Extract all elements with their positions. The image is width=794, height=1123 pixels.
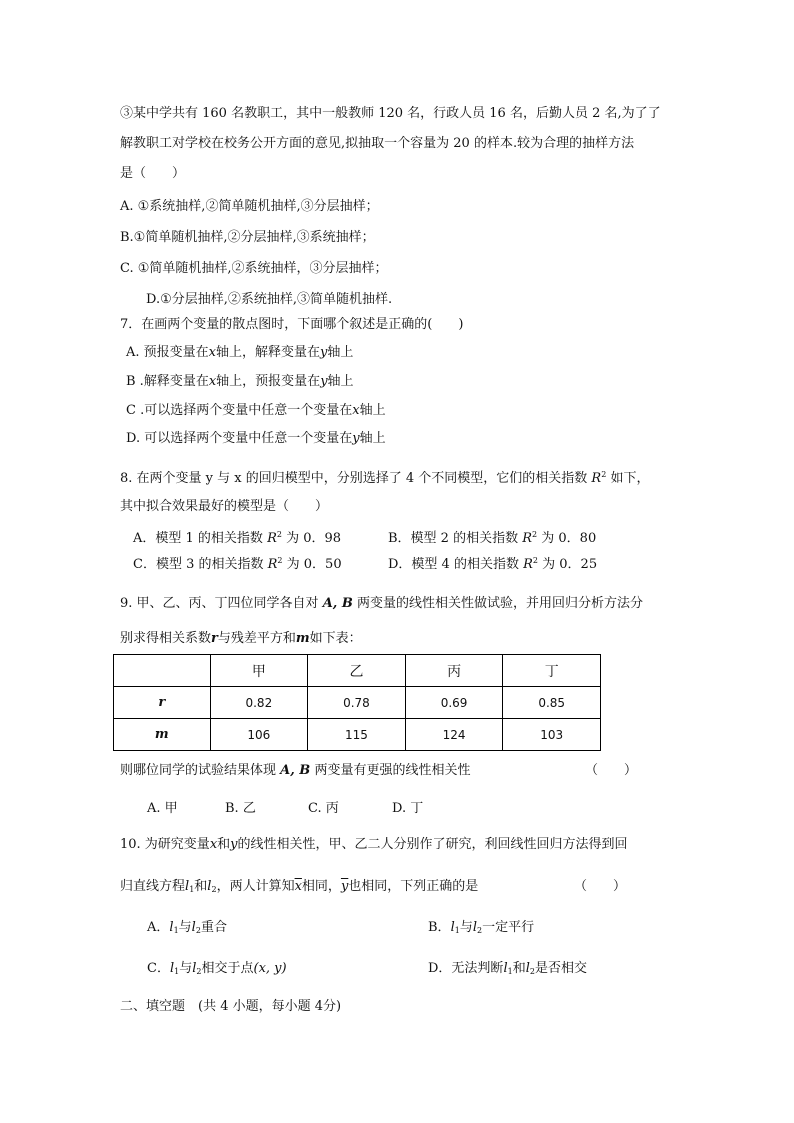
q6-option-c: C. ①简单随机抽样,②系统抽样，③分层抽样； [120, 261, 388, 276]
q9-option-c: C. 丙 [308, 801, 339, 816]
q3-line1: ③某中学共有 160 名教职工，其中一般教师 120 名，行政人员 16 名，后勤人员 2 名,为了了 [120, 106, 661, 121]
q9-option-d: D. 丁 [392, 801, 424, 816]
table-header-cell: 乙 [308, 655, 406, 687]
q8-option-c: C．模型 3 的相关指数 $R^2$ 为 0．50 [133, 556, 342, 572]
q7-option-b: B .解释变量在x轴上，预报变量在y轴上 [126, 374, 354, 389]
q10-stem-line2: 归直线方程$l_1$和$l_2$，两人计算知$\overline{x}$相同，$\overline{y}$也相同，下列正确的是 [120, 879, 479, 894]
q10-answer-bracket: （ ） [574, 879, 627, 894]
table-row [114, 687, 601, 719]
q8-stem: 8. 在两个变量 y 与 x 的回归模型中，分别选择了 4 个不同模型，它们的相关指数 $R^2$ 如下， [120, 470, 650, 486]
q9-answer-bracket: （ ） [585, 763, 638, 778]
q10-option-d: D．无法判断$l_1$和$l_2$是否相交 [428, 961, 587, 976]
q6-option-d: D.①分层抽样,②系统抽样,③简单随机抽样. [146, 292, 393, 307]
q3-line2: 解教职工对学校在校务公开方面的意见,拟抽取一个容量为 20 的样本.较为合理的抽样方法 [120, 136, 635, 151]
q9-stem-line2: 别求得相关系数r与残差平方和m如下表： [120, 631, 362, 646]
table-header-cell: 丙 [405, 655, 503, 687]
q9-option-a: A. 甲 [147, 801, 178, 816]
table-cell: 0.82 [210, 687, 308, 719]
table-header-cell: 丁 [503, 655, 601, 687]
row-label: r [114, 687, 211, 719]
q6-option-a: A. ①系统抽样,②简单随机抽样,③分层抽样； [120, 199, 379, 214]
q9-question: 则哪位同学的试验结果体现 A, B 两变量有更强的线性相关性 [120, 763, 471, 778]
table-header-cell [114, 655, 211, 687]
q7-option-a: A. 预报变量在x轴上，解释变量在y轴上 [126, 345, 354, 360]
q8-option-b: B．模型 2 的相关指数 $R^2$ 为 0．80 [388, 530, 597, 546]
q8-stem-line2: 其中拟合效果最好的模型是（ ） [120, 499, 329, 514]
table-header-row [114, 655, 601, 687]
q7-option-d: D. 可以选择两个变量中任意一个变量在y轴上 [126, 431, 386, 446]
table-row [114, 719, 601, 751]
intersection-point: (x, y) [253, 961, 287, 976]
q8-option-a: A．模型 1 的相关指数 $R^2$ 为 0．98 [133, 530, 342, 546]
table-cell: 0.85 [503, 687, 601, 719]
table-cell: 115 [308, 719, 406, 751]
q10-option-b: B．$l_1$与$l_2$一定平行 [428, 920, 535, 935]
section-heading-fill-in: 二、填空题 (共 4 小题，每小题 4分) [120, 999, 342, 1014]
q9-option-b: B. 乙 [225, 801, 256, 816]
q10-option-c: C．$l_1$与$l_2$相交于点(x, y) [147, 961, 287, 976]
q9-stem-line1: 9. 甲、乙、丙、丁四位同学各自对 A, B 两变量的线性相关性做试验，并用回归分析方法分 [120, 596, 643, 611]
table-cell: 106 [210, 719, 308, 751]
table-cell: 103 [503, 719, 601, 751]
table-header-cell: 甲 [210, 655, 308, 687]
q10-stem-line1: 10. 为研究变量x和y的线性相关性，甲、乙二人分别作了研究，利回线性回归方法得到回 [120, 837, 628, 852]
q9-table [113, 654, 601, 751]
q8-option-d: D．模型 4 的相关指数 $R^2$ 为 0．25 [388, 556, 598, 572]
table-cell: 124 [405, 719, 503, 751]
q10-option-a: A．$l_1$与$l_2$重合 [147, 920, 227, 935]
q7-option-c: C .可以选择两个变量中任意一个变量在x轴上 [126, 403, 386, 418]
row-label: m [114, 719, 211, 751]
table-cell: 0.69 [405, 687, 503, 719]
table-cell: 0.78 [308, 687, 406, 719]
q7-stem: 7．在画两个变量的散点图时，下面哪个叙述是正确的( ) [120, 317, 464, 332]
q6-option-b: B.①简单随机抽样,②分层抽样,③系统抽样； [120, 230, 375, 245]
q3-line3: 是（ ） [120, 166, 186, 181]
